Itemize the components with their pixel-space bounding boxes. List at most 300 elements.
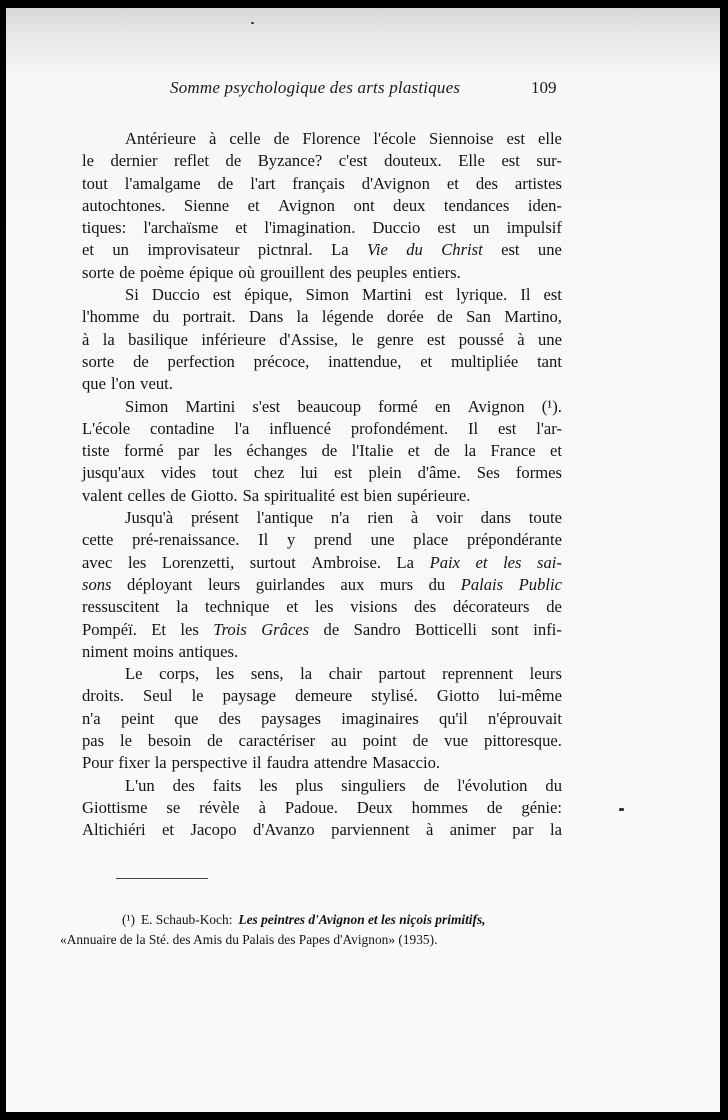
word: Il: [520, 285, 531, 305]
word: paysages: [261, 708, 321, 728]
word: ressuscitent: [82, 597, 160, 617]
word: reprennent: [442, 664, 514, 684]
word: de: [133, 351, 149, 371]
word: tendances: [443, 195, 510, 215]
word: hommes: [411, 797, 468, 817]
word: et: [446, 173, 459, 193]
word: faits: [212, 775, 242, 795]
text-line: [82, 373, 562, 395]
page-number: 109: [531, 78, 557, 97]
word: tiste: [82, 441, 110, 461]
word: l'évolution: [457, 775, 528, 795]
word: où: [238, 262, 255, 282]
word: technique: [204, 597, 270, 617]
word: Dans: [249, 307, 284, 327]
word: échanges: [246, 441, 308, 461]
footnote-line-1: [60, 910, 564, 930]
word: est: [340, 485, 359, 505]
running-title: Somme psychologique des arts plastiques: [170, 78, 461, 97]
word: et: [550, 441, 562, 461]
word: aux: [340, 574, 365, 594]
word: Altichiéri: [82, 820, 146, 840]
word: la: [176, 597, 189, 617]
word: lui: [300, 463, 318, 483]
word: de: [217, 173, 234, 193]
word: et: [82, 240, 94, 260]
word: Duccio: [372, 218, 421, 238]
word: le: [191, 686, 204, 706]
word: autochtones.: [82, 195, 166, 215]
word: pas: [82, 731, 105, 751]
word: (¹).: [541, 396, 562, 416]
word: l'antique: [256, 508, 314, 528]
word: grouillent: [260, 262, 325, 282]
word: tout: [212, 463, 238, 483]
text-line: [82, 284, 562, 306]
word: valent: [82, 485, 123, 505]
word: droits.: [82, 686, 124, 706]
word: genre: [376, 329, 414, 349]
word: n'éprouvait: [488, 708, 562, 728]
word: formé: [378, 396, 418, 416]
word: révèle: [199, 797, 240, 817]
text-line: [82, 529, 562, 551]
text-line: [82, 440, 562, 462]
word: des: [172, 775, 195, 795]
word: des: [218, 708, 241, 728]
word: leurs: [207, 574, 241, 594]
word: Antérieure: [125, 129, 196, 148]
text-line: [82, 128, 562, 150]
word: dans: [480, 508, 512, 528]
text-line: [82, 150, 562, 172]
word: influencé: [269, 418, 331, 438]
word: celles: [127, 485, 166, 505]
word: Paix: [429, 552, 461, 572]
word: à: [208, 129, 217, 148]
word: perfection: [167, 351, 235, 371]
word: moins: [133, 641, 174, 661]
text-line: [82, 685, 562, 707]
word: l'imagination.: [264, 218, 356, 238]
word: sens,: [250, 664, 284, 684]
word: de: [119, 262, 135, 282]
word: l'a: [234, 418, 250, 438]
word: pictnral.: [257, 240, 313, 260]
word: stylisé.: [371, 686, 418, 706]
footnote: [60, 910, 564, 950]
scan-speck: [251, 22, 254, 24]
word: une: [537, 240, 562, 260]
word: précoce,: [253, 351, 310, 371]
word: Pour: [82, 753, 114, 773]
word: du: [545, 775, 562, 795]
word: sons: [82, 574, 112, 594]
word: de: [423, 775, 440, 795]
text-line: [82, 775, 562, 797]
word: une: [537, 329, 562, 349]
word: est: [543, 285, 562, 305]
text-line: [82, 351, 562, 373]
word: la: [549, 820, 562, 840]
word: sorte: [82, 351, 115, 371]
word: niment: [82, 641, 129, 661]
word: l'art: [250, 173, 276, 193]
word: formes: [515, 463, 562, 483]
word: de: [486, 797, 503, 817]
word: Ses: [476, 463, 500, 483]
word: Ambroise.: [311, 552, 382, 572]
page-header: [6, 78, 720, 102]
word: et: [286, 597, 299, 617]
word: entiers.: [412, 262, 461, 282]
word: Avignon: [467, 396, 525, 416]
word: profondément.: [350, 418, 449, 438]
word: et: [420, 351, 433, 371]
word: légende: [321, 307, 374, 327]
word: beaucoup: [297, 396, 362, 416]
word: Masaccio.: [372, 753, 441, 773]
word: infi-: [533, 619, 562, 639]
word: contadine: [150, 418, 215, 438]
word: point: [362, 731, 397, 751]
word: caractériser: [238, 731, 316, 751]
word: leurs: [529, 664, 562, 684]
word: sur-: [536, 151, 562, 171]
word: l'homme: [82, 307, 140, 327]
word: Sa: [242, 485, 260, 505]
word: murs: [379, 574, 414, 594]
word: Grâces: [261, 619, 310, 639]
word: paysage: [222, 686, 277, 706]
word: celle: [229, 129, 261, 148]
word: du: [428, 574, 446, 594]
word: épique,: [244, 285, 293, 305]
word: d'âme.: [417, 463, 461, 483]
word: improvisateur: [147, 240, 240, 260]
word: besoin: [147, 731, 192, 751]
word: Sandro: [353, 619, 401, 639]
word: Elle: [458, 151, 485, 171]
word: est: [212, 285, 232, 305]
word: jusqu'aux: [82, 463, 145, 483]
word: la: [300, 664, 313, 684]
word: que: [82, 374, 106, 394]
word: La: [331, 240, 349, 260]
word: Seul: [143, 686, 173, 706]
word: de: [273, 129, 290, 148]
word: l'Italie: [351, 441, 394, 461]
word: des: [414, 597, 437, 617]
word: les: [215, 664, 235, 684]
word: de: [412, 731, 429, 751]
word: tiques:: [82, 218, 127, 238]
word: français: [292, 173, 345, 193]
word: Siennoise: [429, 129, 494, 148]
word: les: [259, 775, 278, 795]
word: fixer: [118, 753, 150, 773]
word: visions: [350, 597, 398, 617]
word: formé: [124, 441, 164, 461]
word: la: [464, 441, 477, 461]
word: cette: [82, 530, 114, 550]
word: n'a: [330, 508, 350, 528]
word: Le: [125, 664, 143, 684]
word: poème: [139, 262, 185, 282]
word: bien: [363, 485, 393, 505]
text-line: [82, 752, 562, 774]
word: prend: [314, 530, 352, 550]
scan-speck: [619, 808, 624, 811]
word: Vie: [366, 240, 388, 260]
text-line: [82, 485, 562, 507]
text-line: [82, 641, 562, 663]
word: est: [501, 240, 520, 260]
word: surtout: [249, 552, 296, 572]
word: corps,: [159, 664, 200, 684]
word: perspective: [171, 753, 248, 773]
word: s'est: [252, 396, 281, 416]
word: multipliée: [450, 351, 519, 371]
word: est: [437, 218, 456, 238]
word: spiritualité: [264, 485, 336, 505]
word: peuples: [356, 262, 408, 282]
word: Botticelli: [415, 619, 477, 639]
word: iden-: [527, 195, 562, 215]
word: et: [235, 218, 248, 238]
word: Trois: [213, 619, 247, 639]
text-line: [82, 507, 562, 529]
word: poussé: [458, 329, 504, 349]
word: Byzance?: [257, 151, 323, 171]
text-line: [82, 418, 562, 440]
word: rien: [367, 508, 394, 528]
word: Sienne: [183, 195, 230, 215]
text-line: [82, 329, 562, 351]
word: Padoue.: [284, 797, 338, 817]
word: à: [410, 508, 419, 528]
word: antiques.: [178, 641, 239, 661]
word: supérieure.: [397, 485, 471, 505]
text-line: [82, 730, 562, 752]
text-line: [82, 239, 562, 261]
word: est: [497, 418, 517, 438]
word: ont: [353, 195, 375, 215]
word: sorte: [82, 262, 115, 282]
body-text: [82, 128, 562, 842]
word: à: [82, 329, 90, 349]
word: les: [503, 552, 522, 572]
word: Pompéï.: [82, 619, 137, 639]
word: Simon: [305, 285, 349, 305]
word: attendre: [313, 753, 368, 773]
word: la: [102, 329, 115, 349]
word: le: [82, 151, 94, 171]
footnote-line-2: [60, 930, 564, 950]
text-line: [82, 596, 562, 618]
text-line: [82, 173, 562, 195]
word: La: [396, 552, 415, 572]
word: parviennent: [331, 820, 410, 840]
word: impulsif: [506, 218, 562, 238]
word: que: [174, 708, 199, 728]
word: et: [407, 441, 420, 461]
word: de: [321, 441, 338, 461]
word: un: [472, 218, 490, 238]
word: les: [315, 597, 334, 617]
word: est: [333, 463, 353, 483]
word: inférieure: [201, 329, 266, 349]
text-line: [82, 619, 562, 641]
word: les: [127, 552, 147, 572]
word: Giottisme: [82, 797, 148, 817]
text-line: [82, 262, 562, 284]
word: en: [434, 396, 451, 416]
word: d'Avignon: [361, 173, 430, 193]
word: basilique: [128, 329, 188, 349]
word: y: [287, 530, 296, 550]
word: Martini: [361, 285, 412, 305]
word: vides: [160, 463, 196, 483]
word: Christ: [441, 240, 483, 260]
word: du: [406, 240, 423, 260]
word: Deux: [356, 797, 393, 817]
text-line: [82, 552, 562, 574]
word: se: [166, 797, 181, 817]
word: à: [425, 820, 434, 840]
word: lui-même: [498, 686, 562, 706]
word: et: [475, 552, 488, 572]
word: et: [162, 820, 175, 840]
word: place: [413, 530, 449, 550]
word: Et: [151, 619, 167, 639]
text-line: [82, 462, 562, 484]
word: voir: [436, 508, 463, 528]
word: d'Avanzo: [253, 820, 315, 840]
word: la: [296, 307, 309, 327]
word: vue: [444, 731, 469, 751]
word: Il: [467, 418, 479, 438]
word: toute: [528, 508, 562, 528]
word: Public: [518, 574, 562, 594]
word: Jusqu'à: [125, 508, 174, 528]
word: l'amalgame: [124, 173, 201, 193]
word: faudra: [266, 753, 309, 773]
text-line: [82, 663, 562, 685]
word: inattendue,: [328, 351, 402, 371]
word: décorateurs: [452, 597, 530, 617]
word: est: [501, 151, 520, 171]
word: France: [490, 441, 536, 461]
word: génie:: [521, 797, 562, 817]
word: Palais: [460, 574, 504, 594]
word: l'ar-: [536, 418, 562, 438]
word: Il: [258, 530, 269, 550]
word: présent: [190, 508, 239, 528]
text-line: [82, 195, 562, 217]
word: une: [370, 530, 395, 550]
word: Avignon: [278, 195, 335, 215]
text-line: [82, 797, 562, 819]
word: avec: [82, 552, 113, 572]
word: partout: [378, 664, 426, 684]
word: les: [213, 441, 233, 461]
word: tant: [537, 351, 562, 371]
word: demeure: [295, 686, 353, 706]
word: de: [323, 619, 340, 639]
word: par: [512, 820, 534, 840]
word: pré-renaissance.: [132, 530, 240, 550]
word: qu'il: [438, 708, 468, 728]
word: au: [331, 731, 347, 751]
word: plus: [295, 775, 324, 795]
word: Florence: [302, 129, 361, 148]
word: le: [351, 329, 364, 349]
word: chair: [328, 664, 362, 684]
word: Giotto: [436, 686, 480, 706]
text-line: [82, 819, 562, 841]
word: de: [207, 731, 223, 751]
footnote-title: Les peintres d'Avignon et les niçois primitifs,: [238, 912, 486, 927]
word: les: [180, 619, 199, 639]
text-line: [82, 306, 562, 328]
word: Jacopo: [190, 820, 237, 840]
word: lyrique.: [456, 285, 508, 305]
word: la: [154, 753, 167, 773]
word: peint: [120, 708, 155, 728]
word: et: [247, 195, 260, 215]
word: guirlandes: [255, 574, 325, 594]
word: l'école: [373, 129, 416, 148]
word: le: [120, 731, 132, 751]
word: Martini: [185, 396, 236, 416]
word: reflet: [174, 151, 210, 171]
footnote-separator: [116, 878, 208, 879]
word: de: [546, 597, 562, 617]
word: l'on: [110, 374, 136, 394]
word: c'est: [338, 151, 368, 171]
word: deux: [393, 195, 426, 215]
word: dorée: [386, 307, 424, 327]
word: Si: [125, 285, 139, 305]
word: de: [225, 151, 242, 171]
word: il: [252, 753, 262, 773]
word: de: [437, 307, 453, 327]
word: Duccio: [151, 285, 200, 305]
word: de: [434, 441, 450, 461]
word: Giotto.: [191, 485, 238, 505]
text-line: [82, 396, 562, 418]
word: portrait.: [182, 307, 236, 327]
word: tout: [82, 173, 108, 193]
word: un: [112, 240, 129, 260]
word: singuliers: [341, 775, 406, 795]
word: à: [517, 329, 525, 349]
footnote-line2: «Annuaire de la Sté. des Amis du Palais des Papes d'Avignon» (1935).: [60, 932, 438, 947]
word: épique: [189, 262, 234, 282]
word: est: [424, 285, 444, 305]
word: des: [475, 173, 498, 193]
text-line: [82, 708, 562, 730]
footnote-author: E. Schaub-Koch:: [140, 912, 233, 927]
book-page: [6, 8, 720, 1112]
footnote-marker: (¹): [122, 912, 135, 927]
word: elle: [537, 129, 562, 148]
word: est: [426, 329, 446, 349]
word: déployant: [127, 574, 193, 594]
word: sont: [491, 619, 519, 639]
word: veut.: [140, 374, 173, 394]
